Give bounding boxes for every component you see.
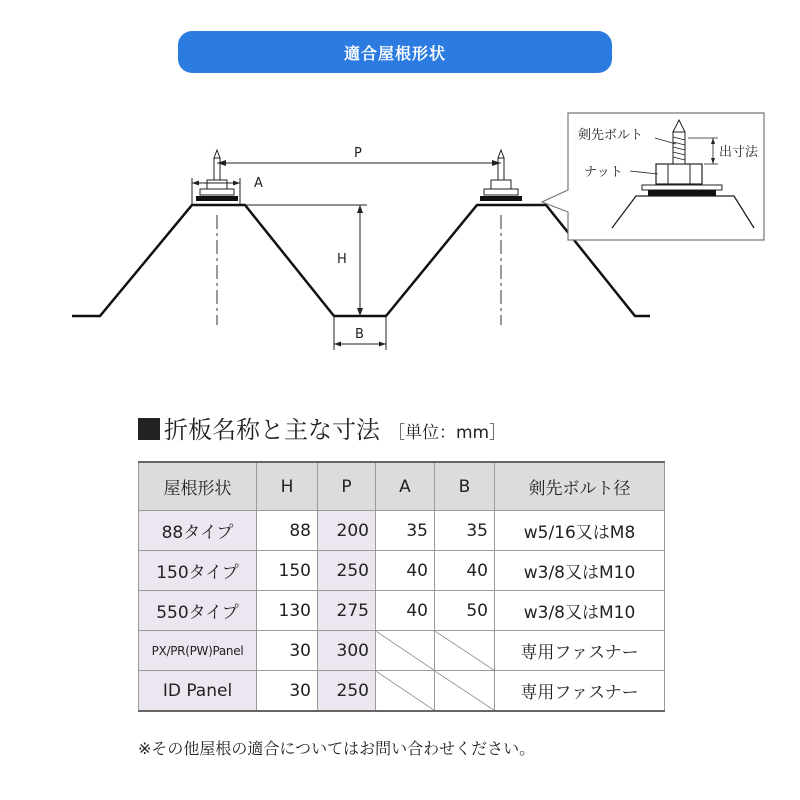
cell-p: 275 — [318, 591, 376, 631]
bolt-detail-callout — [542, 113, 764, 240]
header-roof-shape: 屋根形状 — [139, 462, 257, 511]
section-title-text: 折板名称と主な寸法 — [164, 416, 380, 444]
table-row — [139, 511, 665, 551]
dim-h-label: H — [337, 252, 347, 267]
cell-p: 250 — [318, 551, 376, 591]
cell-a: 40 — [376, 551, 435, 591]
detail-bolt-label: 剣先ボルト — [578, 128, 644, 143]
table-row — [139, 591, 665, 631]
cell-p: 300 — [318, 631, 376, 671]
cell-a-not-applicable — [376, 631, 435, 671]
header-h: H — [257, 462, 318, 511]
dim-b-label: B — [355, 327, 364, 342]
cell-bolt: w3/8又はM10 — [495, 551, 665, 591]
cell-name: PX/PR(PW)Panel — [139, 631, 257, 671]
cell-name: ID Panel — [139, 671, 257, 712]
cell-b: 40 — [435, 551, 495, 591]
table-row — [139, 551, 665, 591]
header-b: B — [435, 462, 495, 511]
cell-h: 30 — [257, 631, 318, 671]
header-p: P — [318, 462, 376, 511]
detail-nut-label: ナット — [584, 165, 623, 180]
cell-name: 88タイプ — [139, 511, 257, 551]
cell-name: 550タイプ — [139, 591, 257, 631]
title-text: 適合屋根形状 — [343, 43, 446, 63]
cell-bolt: 専用ファスナー — [495, 671, 665, 712]
cell-name: 150タイプ — [139, 551, 257, 591]
bolt-assembly-left — [196, 150, 238, 201]
section-unit: ［単位：mm］ — [388, 423, 507, 443]
cell-b: 50 — [435, 591, 495, 631]
cell-b: 35 — [435, 511, 495, 551]
cell-h: 130 — [257, 591, 318, 631]
dim-a-label: A — [254, 176, 263, 191]
cell-bolt: w5/16又はM8 — [495, 511, 665, 551]
dim-p-label: P — [354, 146, 362, 161]
footnote: ※その他屋根の適合についてはお問い合わせください。 — [138, 739, 536, 758]
table-header-row — [139, 462, 665, 511]
cell-p: 250 — [318, 671, 376, 712]
header-bolt-diameter: 剣先ボルト径 — [495, 462, 665, 511]
table-row — [139, 671, 665, 712]
cell-a: 40 — [376, 591, 435, 631]
spec-table — [138, 461, 665, 712]
cell-h: 150 — [257, 551, 318, 591]
cell-b-not-applicable — [435, 671, 495, 712]
cell-h: 30 — [257, 671, 318, 712]
cell-bolt: 専用ファスナー — [495, 631, 665, 671]
section-title — [138, 410, 506, 445]
table-row — [139, 631, 665, 671]
cell-b-not-applicable — [435, 631, 495, 671]
bolt-assembly-right — [480, 150, 522, 201]
square-bullet-icon — [138, 418, 160, 440]
cell-p: 200 — [318, 511, 376, 551]
header-a: A — [376, 462, 435, 511]
roof-profile-line — [72, 205, 650, 316]
cell-a-not-applicable — [376, 671, 435, 712]
cell-a: 35 — [376, 511, 435, 551]
cell-bolt: w3/8又はM10 — [495, 591, 665, 631]
cell-h: 88 — [257, 511, 318, 551]
detail-protrusion-label: 出寸法 — [719, 145, 759, 160]
